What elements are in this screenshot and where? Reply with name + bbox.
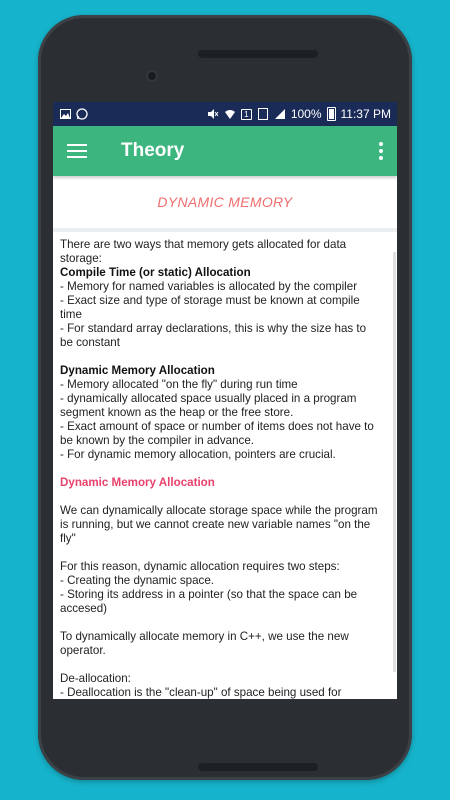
bottom-speaker [198, 763, 318, 771]
list-item: - Memory allocated "on the fly" during run time [60, 378, 298, 391]
scrollbar[interactable] [393, 252, 396, 672]
paragraph: For this reason, dynamic allocation requires two steps: [60, 560, 340, 573]
battery-percent: 100% [290, 107, 322, 121]
list-item: - Exact size and type of storage must be known at compile time [60, 294, 360, 321]
list-item: - Storing its address in a pointer (so that the space can be accesed) [60, 588, 358, 615]
intro-text: There are two ways that memory gets allocated for data storage: [60, 238, 347, 265]
data-icon [257, 108, 269, 120]
section-title: DYNAMIC MEMORY [157, 194, 293, 210]
sim-icon: 1 [241, 109, 252, 120]
list-item: - Exact amount of space or number of items does not have to be known by the compiler in advance. [60, 420, 374, 447]
section-header [53, 176, 397, 232]
paragraph: To dynamically allocate memory in C++, we use the new operator. [60, 630, 349, 657]
whatsapp-icon [76, 108, 88, 120]
list-item: - Creating the dynamic space. [60, 574, 215, 587]
wifi-icon [224, 108, 236, 120]
image-notification-icon [59, 108, 71, 120]
earpiece-speaker [198, 50, 318, 58]
more-options-icon[interactable] [379, 142, 383, 160]
status-bar [53, 102, 397, 126]
clock: 11:37 PM [340, 107, 391, 121]
deallocation-heading: De-allocation: [60, 672, 131, 685]
menu-icon[interactable] [67, 144, 87, 158]
signal-icon [274, 108, 286, 120]
list-item: - Memory for named variables is allocated by the compiler [60, 280, 358, 293]
app-bar [53, 126, 397, 176]
compile-time-heading: Compile Time (or static) Allocation [60, 266, 251, 279]
theory-content [53, 232, 397, 699]
list-item: - For dynamic memory allocation, pointers are crucial. [60, 448, 336, 461]
battery-icon [327, 107, 336, 121]
mute-icon [207, 108, 219, 120]
front-camera [146, 70, 158, 82]
dynamic-allocation-heading: Dynamic Memory Allocation [60, 364, 215, 377]
list-item: - dynamically allocated space usually placed in a program segment known as the heap or the free store. [60, 392, 357, 419]
list-item: - For standard array declarations, this is why the size has to be constant [60, 322, 367, 349]
dynamic-allocation-subheading: Dynamic Memory Allocation [60, 476, 215, 489]
page-title: Theory [121, 140, 185, 161]
screen [53, 102, 397, 699]
list-item: - Deallocation is the "clean-up" of space being used for [60, 686, 342, 699]
paragraph: We can dynamically allocate storage space while the program is running, but we cannot create new variable names "on the fly" [60, 504, 378, 545]
